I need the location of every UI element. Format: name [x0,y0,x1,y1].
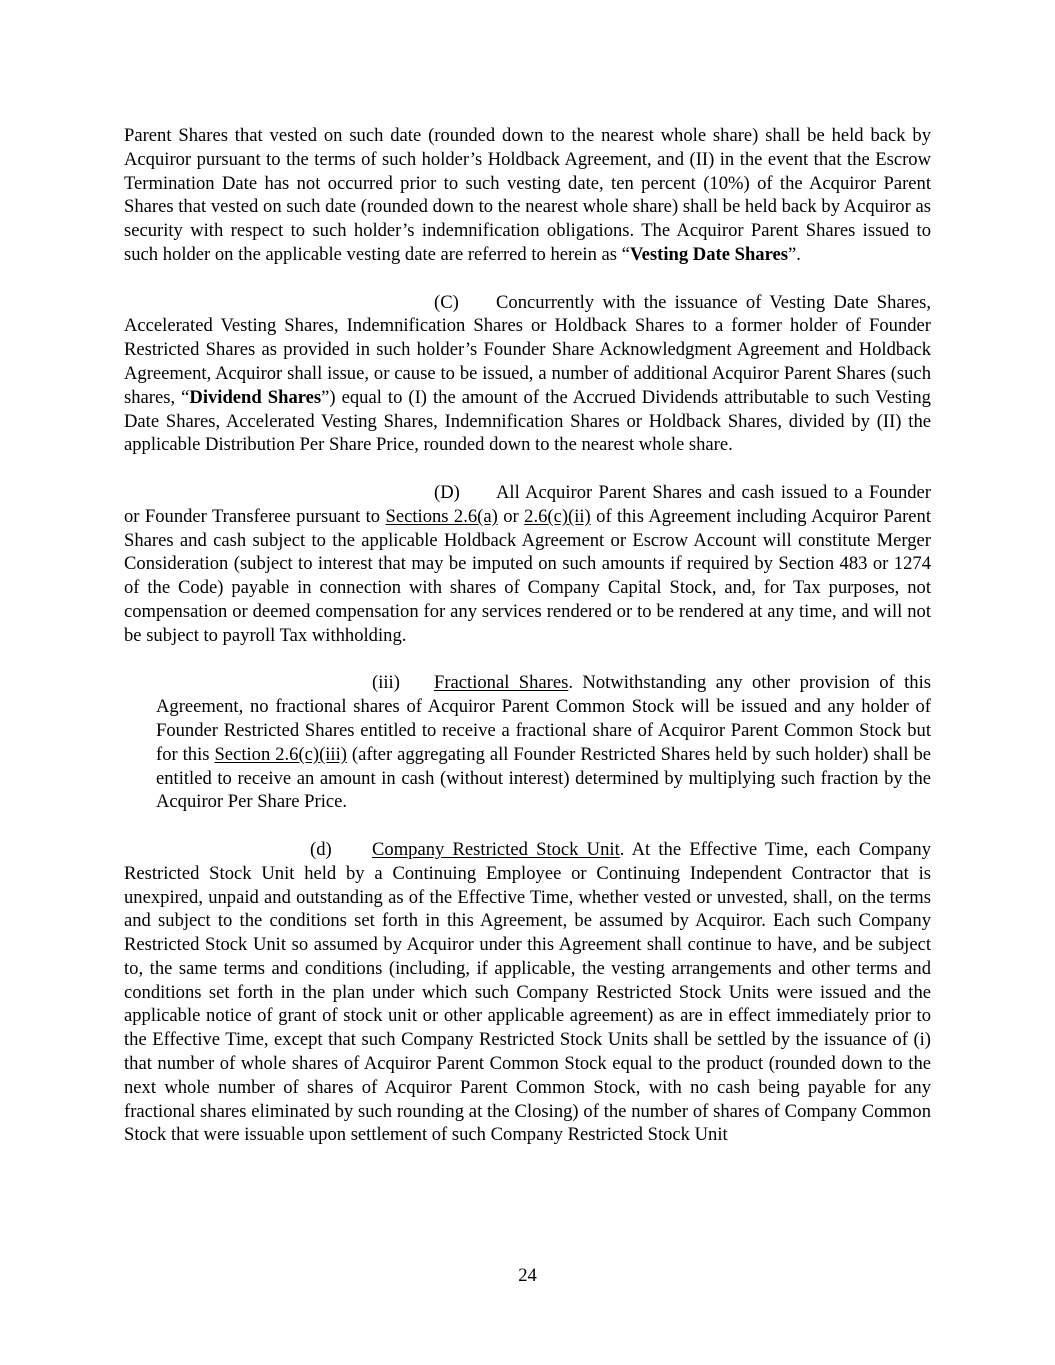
clause-enumerator: (d) [310,838,332,860]
section-reference-2-6-c-iii: Section 2.6(c)(iii) [214,743,347,765]
paragraph-text: ”) equal to (I) the amount of the Accrued Dividends attributable to such Vesting Date Shares, Accelerated Vesting Shares, Indemnification Shares or Holdback Shares, divided by (II) the applicable Distribution Per Share Price, rounded down to the nearest whole share. [124,386,931,456]
paragraph-clause-C [124,291,931,458]
clause-lead [156,671,434,695]
defined-term-vesting-date-shares: Vesting Date Shares [629,243,788,265]
clause-enumerator: (iii) [372,672,400,694]
paragraph-text: or [497,505,525,527]
clause-heading-fractional-shares: Fractional Shares [434,672,569,694]
clause-lead [124,291,496,315]
clause-enumerator: (D) [434,481,460,503]
paragraph-text: . At the Effective Time, each Company Restricted Stock Unit held by a Continuing Employee or Continuing Independent Contractor that is unexpired, unpaid and outstanding as of the Effective Time, whether vested or unvested, shall, on the terms and subject to the conditions set forth in this Agreement, be assumed by Acquiror. Each such Company Restricted Stock Unit so assumed by Acquiror under this Agreement shall continue to have, and be subject to, the same terms and conditions (including, if applicable, the vesting arrangements and other terms and conditions set forth in the plan under which such Company Restricted Stock Units were issued and the applicable notice of grant of stock unit or other applicable agreement) as are in effect immediately prior to the Effective Time, except that such Company Restricted Stock Units shall be settled by the issuance of (i) that number of whole shares of Acquiror Parent Common Stock equal to the product (rounded down to the next whole number of shares of Acquiror Parent Common Stock, with no cash being payable for any fractional shares eliminated by such rounding at the Closing) of the number of shares of Company Common Stock that were issuable upon settlement of such Company Restricted Stock Unit [124,838,932,1146]
paragraph-clause-iii [156,671,931,814]
page-number: 24 [518,1265,537,1286]
paragraph-clause-d [124,838,931,1147]
clause-lead [124,481,496,505]
section-reference-2-6-c-ii: 2.6(c)(ii) [524,505,591,527]
paragraph-text: of this Agreement including Acquiror Parent Shares and cash subject to the applicable Holdback Agreement or Escrow Account will constitute Merger Consideration (subject to interest that may be imputed on such amounts if required by Section 483 or 1274 of the Code) payable in connection with shares of Company Capital Stock, and, for Tax purposes, not compensation or deemed compensation for any services rendered or to be rendered at any time, and will not be subject to payroll Tax withholding. [124,505,931,646]
paragraph-text: Parent Shares that vested on such date (rounded down to the nearest whole share) shall be held back by Acquiror pursuant to the terms of such holder’s Holdback Agreement, and (II) in the event that the Escrow Termination Date has not occurred prior to such vesting date, ten percent (10%) of the Acquiror Parent Shares that vested on such date (rounded down to the nearest whole share) shall be held back by Acquiror as security with respect to such holder’s indemnification obligations. The Acquiror Parent Shares issued to such holder on the applicable vesting date are referred to herein as “ [124,125,931,265]
clause-lead [124,838,372,862]
clause-enumerator: (C) [434,291,459,313]
paragraph-clause-D [124,481,931,648]
paragraph-text: All Acquiror Parent Shares and cash issued to a Founder or Founder Transferee pursuant to [124,481,931,527]
section-reference-2-6-a: Sections 2.6(a) [385,505,498,527]
paragraph-vesting-continuation [124,124,931,267]
defined-term-dividend-shares: Dividend Shares [189,386,322,408]
document-page [124,124,931,1171]
paragraph-text: . Notwithstanding any other provision of this Agreement, no fractional shares of Acquiror Parent Common Stock will be issued and any holder of Founder Restricted Shares entitled to receive a fractional share of Acquiror Parent Common Stock but for this [156,672,931,765]
clause-heading-company-restricted-stock-unit: Company Restricted Stock Unit [372,838,620,860]
paragraph-text: Concurrently with the issuance of Vesting Date Shares, Accelerated Vesting Shares, Indemnification Shares or Holdback Shares to a former holder of Founder Restricted Shares as provided in such holder’s Founder Share Acknowledgment Agreement and Holdback Agreement, Acquiror shall issue, or cause to be issued, a number of additional Acquiror Parent Shares (such shares, “ [124,291,931,408]
paragraph-text: (after aggregating all Founder Restricted Shares held by such holder) shall be entitled to receive an amount in cash (without interest) determined by multiplying such fraction by the Acquiror Per Share Price. [156,743,932,813]
paragraph-text: ”. [788,243,801,265]
